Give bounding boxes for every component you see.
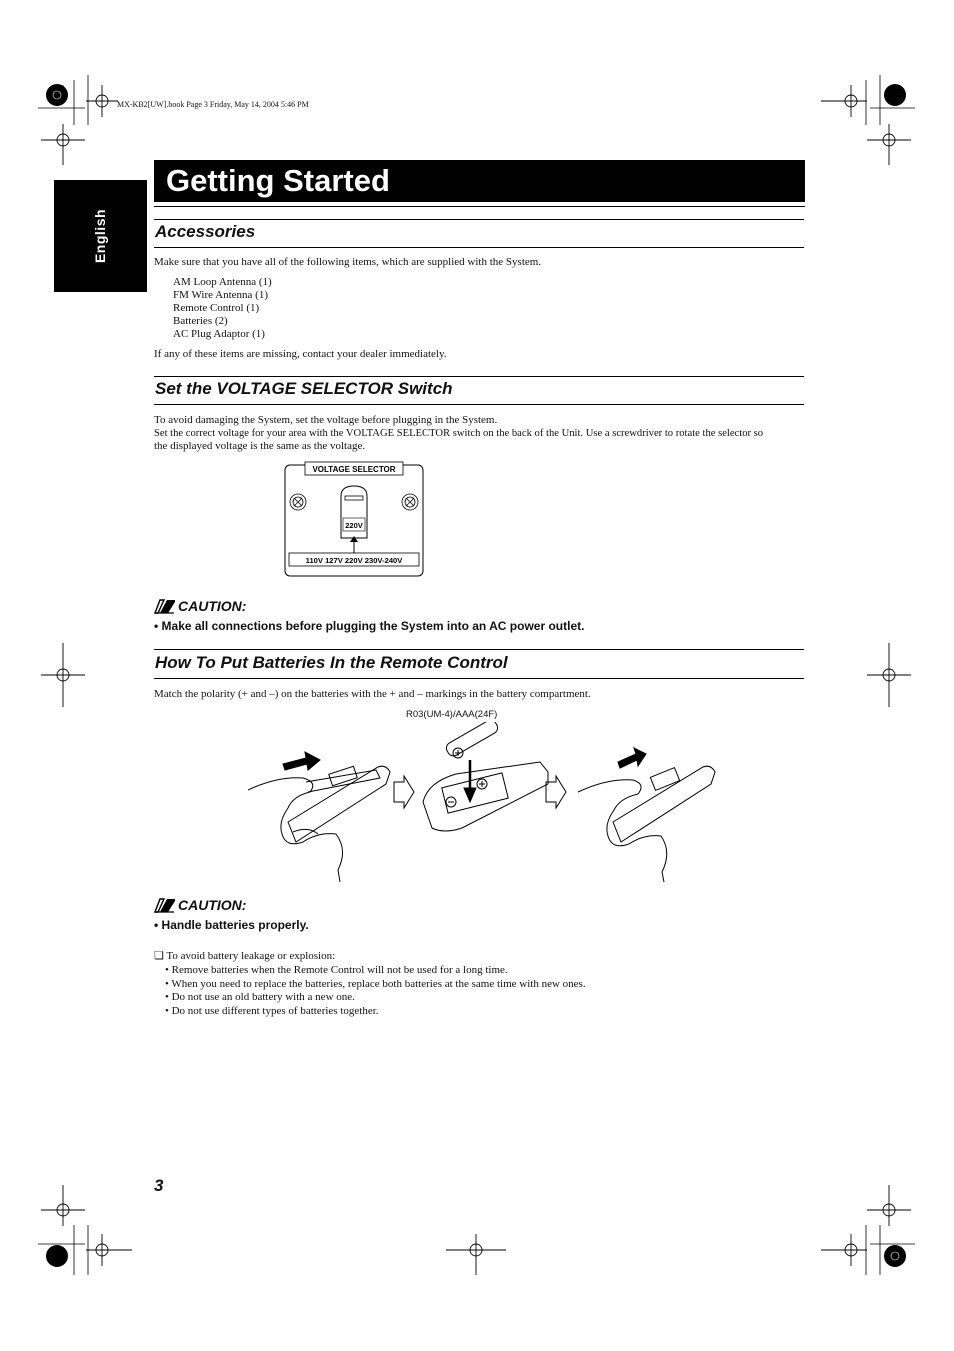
batteries-heading: How To Put Batteries In the Remote Control [155,653,508,672]
caution-note: • Handle batteries properly. [154,918,309,932]
list-item: AC Plug Adaptor (1) [173,328,265,340]
voltage-instructions: To avoid damaging the System, set the voltage before plugging in the System. Set the correct voltage for your area with the VOLTAGE SELECTOR switch on the back of the Unit. Use a screwdriver to rotate the selector so the displayed voltage is the same as the voltage. [154,414,764,452]
section-rule [154,219,804,220]
caution-pencil-icon [154,596,176,614]
accessories-list [173,276,272,341]
caution-label: CAUTION: [178,897,247,913]
voltage-selector-diagram [284,460,426,580]
list-item: Remote Control (1) [173,302,260,314]
section-rule [154,404,804,405]
list-item: • Do not use an old battery with a new one. [165,991,355,1003]
section-rule [154,678,804,679]
title-bar [154,160,805,202]
battery-warning-list [165,964,586,1018]
battery-type-label: R03(UM-4)/AAA(24F) [406,709,498,720]
battery-warning-intro: ❏ To avoid battery leakage or explosion: [154,950,336,962]
accessories-intro: Make sure that you have all of the following items, which are supplied with the System. [154,256,542,268]
page-title: Getting Started [166,163,390,198]
voltage-selector-label: VOLTAGE SELECTOR [312,465,396,474]
voltage-options: 110V 127V 220V 230V-240V [305,556,403,565]
voltage-heading: Set the VOLTAGE SELECTOR Switch [155,379,453,398]
step-open-cover [248,752,390,882]
print-metadata: MX-KB2[UW].book Page 3 Friday, May 14, 2004 5:46 PM [117,100,309,109]
section-rule [154,376,804,377]
step-insert-batteries [423,722,548,831]
accessories-heading: Accessories [155,222,256,241]
next-step-arrow [394,776,414,808]
caution-note: • Make all connections before plugging the System into an AC power outlet. [154,619,585,633]
list-item: • Remove batteries when the Remote Control will not be used for a long time. [165,964,508,976]
caution-pencil-icon [154,895,176,913]
caution-block [154,596,246,614]
divider [154,206,805,207]
selected-voltage: 220V [345,521,363,530]
section-rule [154,649,804,650]
list-item: • Do not use different types of batteries together. [165,1004,379,1017]
battery-installation-illustration [248,722,718,884]
list-item: • When you need to replace the batteries, replace both batteries at the same time with new ones. [165,977,586,990]
batteries-intro: Match the polarity (+ and –) on the batteries with the + and – markings in the battery compartment. [154,688,591,700]
next-step-arrow [546,776,566,808]
step-close-cover [578,748,715,882]
caution-label: CAUTION: [178,598,247,614]
section-rule [154,247,804,248]
caution-block [154,895,246,913]
list-item: FM Wire Antenna (1) [173,289,268,301]
language-tab-label: English [92,208,109,264]
language-tab [54,180,147,292]
missing-items-note: If any of these items are missing, contact your dealer immediately. [154,348,447,360]
page-number: 3 [154,1176,164,1195]
list-item: Batteries (2) [173,315,228,327]
list-item: AM Loop Antenna (1) [173,276,272,288]
